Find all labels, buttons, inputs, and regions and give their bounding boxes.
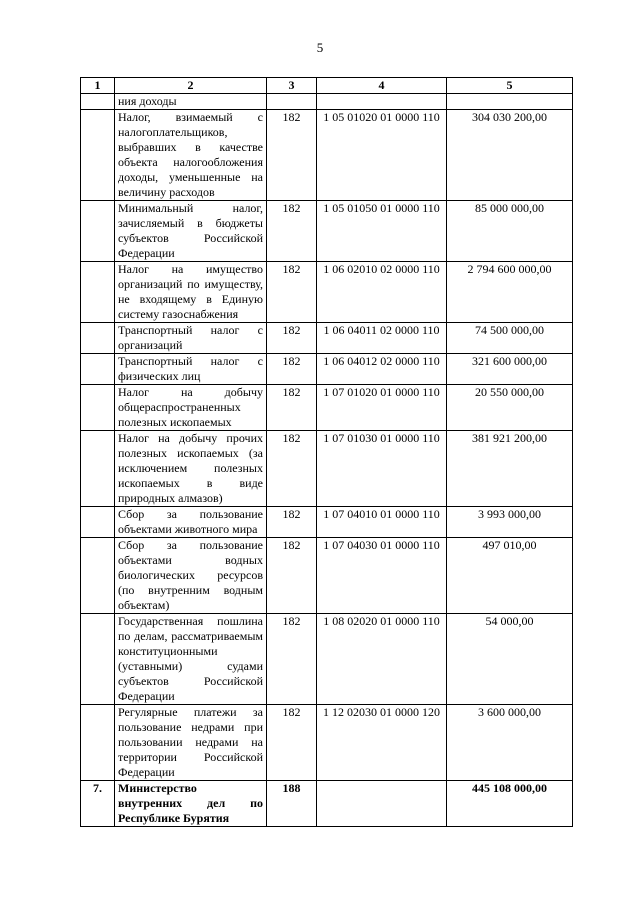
row-number-cell [81,201,115,262]
revenue-name-cell: Сбор за пользование объектами водных биологических ресурсов (по внутренним водным объектам) [115,538,267,614]
amount-cell: 445 108 000,00 [447,781,573,827]
revenue-name-cell: Регулярные платежи за пользование недрами при пользовании недрами на территории Российской Федерации [115,705,267,781]
admin-code-cell: 182 [267,385,317,431]
budget-code-cell: 1 08 02020 01 0000 110 [317,614,447,705]
admin-code-cell: 182 [267,262,317,323]
admin-code-cell: 182 [267,354,317,385]
header-cell-code: 4 [317,78,447,94]
admin-code-cell: 182 [267,538,317,614]
table-row [81,110,573,201]
page-number: 5 [316,40,324,55]
amount-cell: 3 600 000,00 [447,705,573,781]
table-row [81,385,573,431]
table-row [81,262,573,323]
header-row [81,78,573,94]
header-cell-admin: 3 [267,78,317,94]
budget-code-cell: 1 07 01030 01 0000 110 [317,431,447,507]
header-cell-amount: 5 [447,78,573,94]
budget-code-cell: 1 05 01050 01 0000 110 [317,201,447,262]
table-row [81,538,573,614]
table-row [81,781,573,827]
header-cell-name: 2 [115,78,267,94]
budget-code-cell: 1 07 04030 01 0000 110 [317,538,447,614]
row-number-cell [81,614,115,705]
amount-cell: 20 550 000,00 [447,385,573,431]
amount-cell: 497 010,00 [447,538,573,614]
amount-cell [447,94,573,110]
admin-code-cell: 182 [267,431,317,507]
table-row [81,431,573,507]
budget-code-cell: 1 06 04011 02 0000 110 [317,323,447,354]
admin-code-cell: 182 [267,614,317,705]
amount-cell: 3 993 000,00 [447,507,573,538]
budget-code-cell: 1 06 02010 02 0000 110 [317,262,447,323]
revenue-name-cell: Налог на имущество организаций по имуществу, не входящему в Единую систему газоснабжения [115,262,267,323]
amount-cell: 304 030 200,00 [447,110,573,201]
table-row [81,507,573,538]
row-number-cell [81,323,115,354]
amount-cell: 85 000 000,00 [447,201,573,262]
table-body [81,78,573,827]
table-row [81,201,573,262]
row-number-cell [81,431,115,507]
row-number-cell [81,538,115,614]
amount-cell: 2 794 600 000,00 [447,262,573,323]
revenue-name-cell: ния доходы [115,94,267,110]
row-number-cell [81,705,115,781]
amount-cell: 321 600 000,00 [447,354,573,385]
table-row [81,94,573,110]
row-number-cell: 7. [81,781,115,827]
revenue-name-cell: Налог на добычу прочих полезных ископаемых (за исключением полезных ископаемых в виде природных алмазов) [115,431,267,507]
amount-cell: 54 000,00 [447,614,573,705]
revenue-name-cell: Сбор за пользование объектами животного мира [115,507,267,538]
revenue-name-cell: Государственная пошлина по делам, рассматриваемым конституционными (уставными) судами субъектов Российской Федерации [115,614,267,705]
revenue-name-cell: Минимальный налог, зачисляемый в бюджеты субъектов Российской Федерации [115,201,267,262]
revenue-name-cell: Транспортный налог с организаций [115,323,267,354]
table-row [81,705,573,781]
amount-cell: 74 500 000,00 [447,323,573,354]
budget-table [80,77,573,827]
row-number-cell [81,110,115,201]
table-row [81,354,573,385]
admin-code-cell [267,94,317,110]
revenue-name-cell: Налог на добычу общераспространенных полезных ископаемых [115,385,267,431]
budget-code-cell: 1 07 01020 01 0000 110 [317,385,447,431]
header-cell-num: 1 [81,78,115,94]
revenue-name-cell: Транспортный налог с физических лиц [115,354,267,385]
budget-code-cell: 1 07 04010 01 0000 110 [317,507,447,538]
table-row [81,614,573,705]
admin-code-cell: 182 [267,507,317,538]
amount-cell: 381 921 200,00 [447,431,573,507]
budget-code-cell [317,94,447,110]
admin-code-cell: 182 [267,110,317,201]
admin-code-cell: 182 [267,323,317,354]
row-number-cell [81,262,115,323]
revenue-name-cell: Министерство внутренних дел по Республике Бурятия [115,781,267,827]
row-number-cell [81,385,115,431]
table-row [81,323,573,354]
budget-code-cell: 1 05 01020 01 0000 110 [317,110,447,201]
row-number-cell [81,354,115,385]
revenue-name-cell: Налог, взимаемый с налогоплательщиков, выбравших в качестве объекта налогообложения доходы, уменьшенные на величину расходов [115,110,267,201]
budget-code-cell: 1 12 02030 01 0000 120 [317,705,447,781]
admin-code-cell: 188 [267,781,317,827]
row-number-cell [81,94,115,110]
budget-code-cell: 1 06 04012 02 0000 110 [317,354,447,385]
admin-code-cell: 182 [267,705,317,781]
admin-code-cell: 182 [267,201,317,262]
budget-code-cell [317,781,447,827]
row-number-cell [81,507,115,538]
